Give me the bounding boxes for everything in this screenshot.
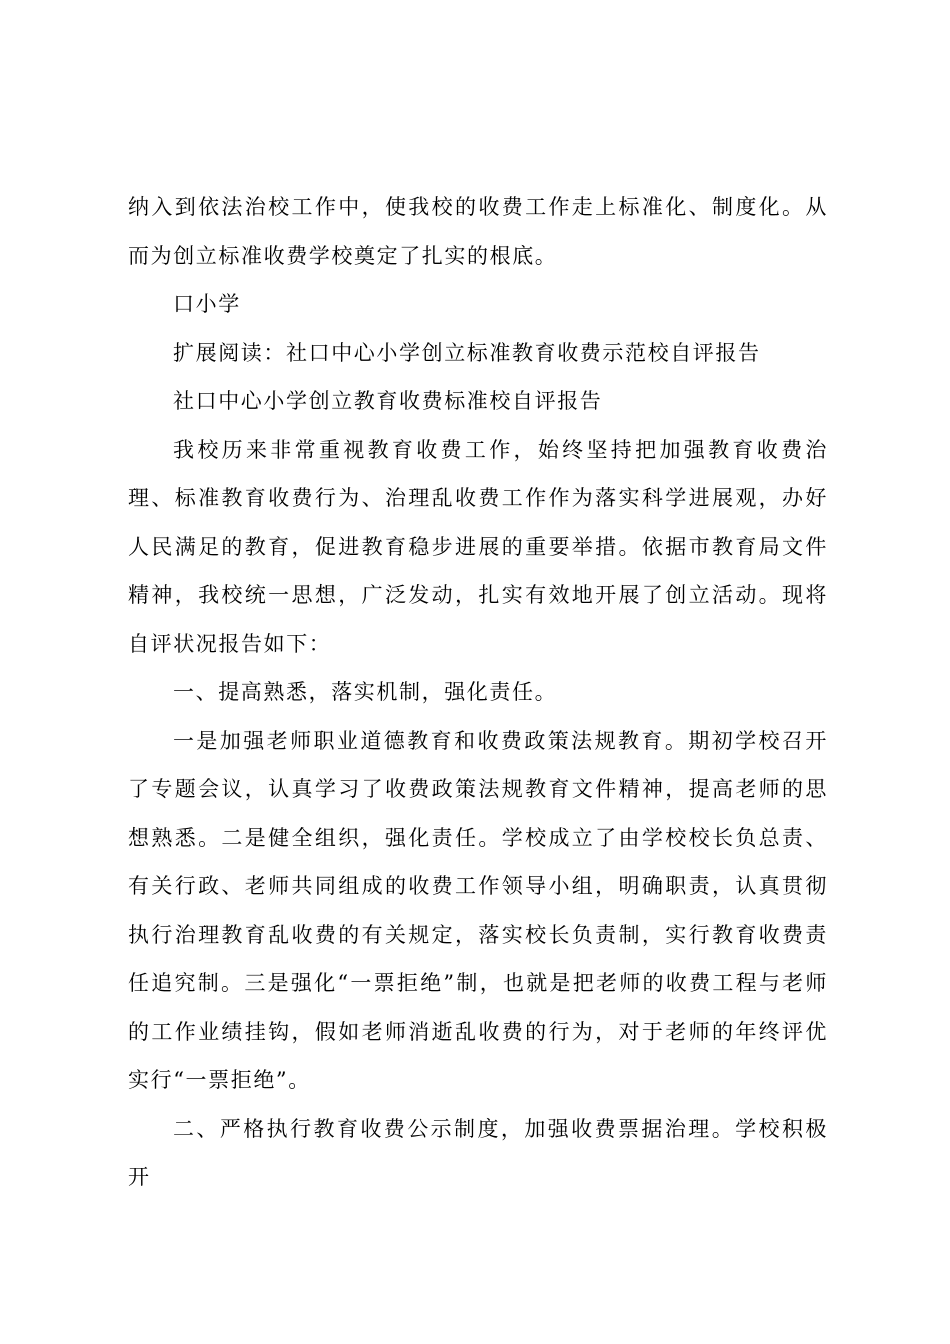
paragraph-school-name: 口小学: [173, 292, 241, 316]
paragraph-extended-reading: 扩展阅读：社口中心小学创立标准教育收费示范校自评报告: [173, 340, 761, 365]
paragraph-introduction: 我校历来非常重视教育收费工作，始终坚持把加强教育收费治理、标准教育收费行为、治理乱收费工作作为落实科学进展观，办好人民满足的教育，促进教育稳步进展的重要举措。依据市教育局文件精神，我校统一思想，广泛发动，扎实有效地开展了创立活动。现将自评状况报告如下：: [128, 437, 828, 656]
paragraph-continuation: 纳入到依法治校工作中，使我校的收费工作走上标准化、制度化。从而为创立标准收费学校奠定了扎实的根底。: [128, 195, 828, 268]
document-body: [128, 183, 828, 1202]
report-title: 社口中心小学创立教育收费标准校自评报告: [173, 389, 603, 413]
section-heading-1: 一、提高熟悉，落实机制，强化责任。: [173, 680, 558, 704]
paragraph-section-1-body: 一是加强老师职业道德教育和收费政策法规教育。期初学校召开了专题会议，认真学习了收费政策法规教育文件精神，提高老师的思想熟悉。二是健全组织，强化责任。学校成立了由学校校长负总责、有关行政、老师共同组成的收费工作领导小组，明确职责，认真贯彻执行治理教育乱收费的有关规定，落实校长负责制，实行教育收费责任追究制。三是强化“一票拒绝”制，也就是把老师的收费工程与老师的工作业绩挂钩，假如老师消逝乱收费的行为，对于老师的年终评优实行“一票拒绝”。: [128, 728, 828, 1092]
section-heading-2: 二、严格执行教育收费公示制度，加强收费票据治理。学校积极开: [128, 1116, 828, 1189]
